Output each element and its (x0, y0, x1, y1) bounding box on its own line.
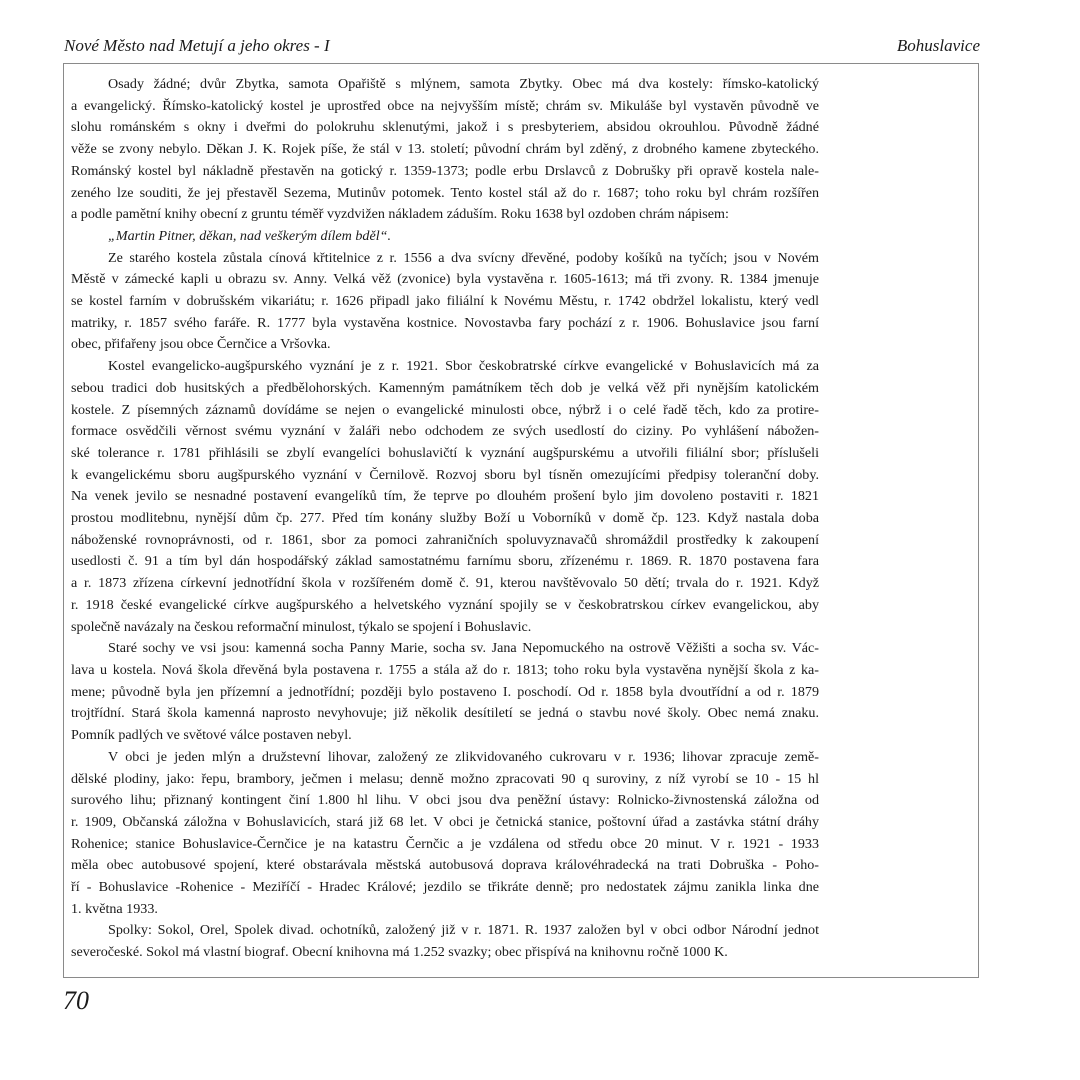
text-line: sebou tradici dob husitských a předbělohorských. Kamenným památníkem těch dob je velká věž při nynějším katolickém (71, 379, 819, 396)
quote-line: „Martin Pitner, děkan, nad veškerým dílem bděl“. (108, 227, 391, 244)
text-line: se kostel farním v dobrušském vikariátu; r. 1626 připadl jako filiální k Novému Městu, r. 1742 obdržel lokalistu, který vedl (71, 293, 819, 310)
text-line: zeného lze souditi, že jej přestavěl Sezema, Mutinův potomek. Tento kostel stál až do r. 1687; toho roku byl chrám rozšířen (71, 184, 819, 201)
text-line: ří - Bohuslavice -Rohenice - Meziříčí - Hradec Králové; jezdilo se třikráte denně; pro nedostatek zájmu zanikla linka dne (71, 879, 819, 896)
text-line: slohu románském s okny i dveřmi do polokruhu sklenutými, jakož i s presbyteriem, absidou okrouhlou. Původně žádné (71, 119, 819, 136)
text-line: společně navázaly na českou reformační minulost, týkalo se spojení i Bohuslavic. (71, 618, 532, 635)
text-line: lava u kostela. Nová škola dřevěná byla postavena r. 1755 a stála až do r. 1813; toho roku byla vystavěna nynější škola z ka- (71, 661, 819, 678)
header-book-title: Nové Město nad Metují a jeho okres - I (64, 36, 330, 55)
text-line: náboženské rovnoprávnosti, od r. 1861, sbor za pomoci zahraničních spoluvyznavačů shromáždil prostředky k zakoupení (71, 531, 819, 548)
text-line: kostele. Z písemných záznamů dovídáme se nejen o evangelické minulosti obce, nýbrž i o celé řadě těch, kdo za protire- (71, 401, 819, 418)
text-line: mene; původně byla jen přízemní a jednotřídní; později bylo postaveno I. poschodí. Od r. 1858 byla dvoutřídní a od r. 1879 (71, 683, 819, 700)
text-line: Pomník padlých ve světové válce postaven nebyl. (71, 727, 352, 744)
text-line: a r. 1873 zřízena církevní jednotřídní škola v rozšířeném domě č. 91, kterou navštěvovalo 50 dětí; trvala do r. 1921. Když (71, 575, 819, 592)
header-chapter-title: Bohuslavice (896, 36, 980, 55)
text-line: věže se zvony nebylo. Děkan J. K. Rojek píše, že stál v 13. století; původní chrám byl zděný, z drobného kamene zbyteckého. (71, 141, 819, 158)
text-line: Ze starého kostela zůstala cínová křtitelnice z r. 1556 a dva svícny dřevěné, podoby košíků na tyčích; jsou v Novém (108, 249, 819, 266)
text-line: dělské plodiny, jako: řepu, brambory, ječmen i melasu; denně možno zpracovati 90 q suroviny, z níž vyrobí se 10 - 15 hl (71, 770, 819, 787)
text-line: Kostel evangelicko-augšpurského vyznání je z r. 1921. Sbor českobratrské církve evangelické v Bohuslavicích má za (108, 358, 819, 375)
body-text (71, 74, 1019, 964)
text-line: Rohenice; stanice Bohuslavice-Černčice je na katastru Černčic a je vzdálena od středu obce 20 minut. V r. 1921 - 1933 (71, 835, 819, 852)
text-line: usedlosti č. 91 a tím byl dán hospodářský základ samostatnému farnímu sboru, zřízenému r. 1869. R. 1870 postavena fara (71, 553, 819, 570)
text-line: Románský kostel byl nákladně přestavěn na gotický r. 1359-1373; podle erbu Drslavců z Dobrušky při opravě kostela nale- (71, 162, 819, 179)
running-header (64, 36, 980, 62)
text-line: prostou modlitebnu, nynější dům čp. 277. Před tím konány služby Boží u Voborníků v domě čp. 123. Když nastala doba (71, 510, 819, 527)
text-line: Spolky: Sokol, Orel, Spolek divad. ochotníků, založený již v r. 1871. R. 1937 založen byl v obci odbor Národní jednot (108, 922, 819, 939)
text-line: k evangelickému sboru augšpurského vyznání v Černilově. Rozvoj sboru byl tísněn omezujícími předpisy toleranční doby. (71, 466, 819, 483)
text-line: a evangelický. Římsko-katolický kostel je uprostřed obce na nejvyšším místě; chrám sv. Mikuláše byl vystavěn původně ve (71, 97, 819, 114)
text-line: Staré sochy ve vsi jsou: kamenná socha Panny Marie, socha sv. Jana Nepomuckého na ostrově Věžišti a socha sv. Vác- (108, 640, 819, 657)
text-line: formace osvědčili věrnost svému vyznání v žaláři nebo odchodem ze svých usedlostí do ciziny. Po vyhlášení nábožen- (71, 423, 819, 440)
page-number: 70 (63, 986, 89, 1015)
text-line: severočeské. Sokol má vlastní biograf. Obecní knihovna má 1.252 svazky; obec přispívá na knihovnu ročně 1000 K. (71, 944, 728, 961)
text-line: Na venek jevilo se nesnadné postavení evangelíků tím, že teprve po dlouhém prošení bylo jim dovoleno postaviti r. 1821 (71, 488, 819, 505)
text-line: a podle pamětní knihy obecní z gruntu téměř vyzdvižen nákladem záduším. Roku 1638 byl ozdoben chrám nápisem: (71, 206, 729, 223)
text-line: V obci je jeden mlýn a družstevní lihovar, založený ze zlikvidovaného cukrovaru v r. 1936; lihovar zpracuje země- (108, 748, 819, 765)
text-line: r. 1909, Občanská záložna v Bohuslavicích, stará již 68 let. V obci je četnická stanice, poštovní úřad a zastávka státní dráhy (71, 813, 819, 830)
text-line: Městě v zámecké kapli u obrazu sv. Anny. Velká věž (zvonice) byla vystavěna r. 1605-1613; má tři zvony. R. 1384 jmenuje (71, 271, 819, 288)
text-line: matriky, r. 1857 svého faráře. R. 1777 byla vystavěna kostnice. Novostavba fary pochází z r. 1906. Bohuslavice jsou farní (71, 314, 819, 331)
text-line: obec, přifařeny jsou obce Černčice a Vršovka. (71, 336, 331, 353)
text-line: 1. května 1933. (71, 900, 158, 917)
text-line: Osady žádné; dvůr Zbytka, samota Opařiště s mlýnem, samota Zbytky. Obec má dva kostely: římsko-katolický (108, 76, 819, 92)
text-line: trojtřídní. Stará škola kamenná naprosto nevyhovuje; již několik desítiletí se jedná o stavbu nové školy. Obec nemá znaku. (71, 705, 819, 722)
text-line: měla obec autobusové spojení, které obstarávala městská autobusová doprava královéhradecká na trati Dobruška - Poho- (71, 857, 819, 874)
text-line: r. 1918 české evangelické církve augšpurského a helvetského vyznání spojily se v českobratrskou církev evangelickou, aby (71, 596, 819, 613)
text-line: surového lihu; přiznaný kontingent činí 1.800 hl lihu. V obci jsou dva peněžní ústavy: Rolnicko-živnostenská záložna od (71, 792, 819, 809)
text-line: ské tolerance r. 1781 přihlásili se zbylí evangelíci bohuslavičtí k vyznání augšpurskému a utvořili filiální sbor; příslušeli (71, 444, 819, 461)
